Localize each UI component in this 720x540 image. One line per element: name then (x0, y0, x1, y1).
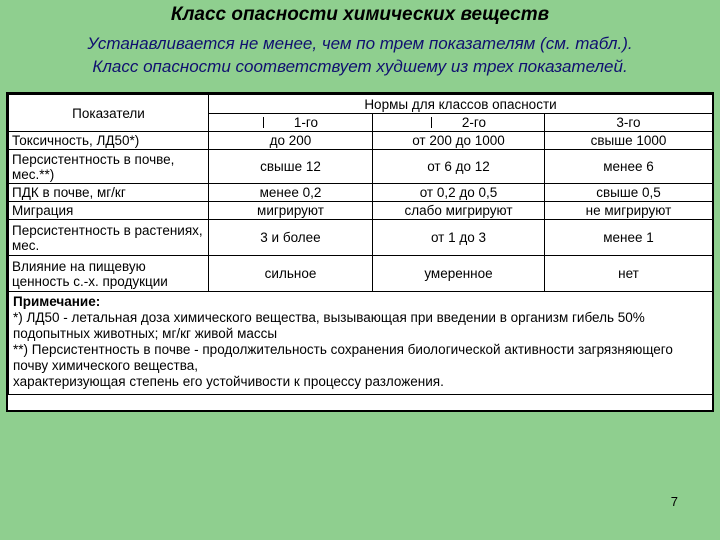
row-class-2: слабо мигрируют (373, 202, 545, 220)
note-2: **) Персистентность в почве - продолжительность сохранения биологической активности загрязняющего почву химического вещества, (13, 342, 673, 373)
norms-table (8, 94, 713, 395)
row-name: Влияние на пищевую ценность с.-х. продукции (9, 256, 209, 292)
header-norms: Нормы для классов опасности (209, 95, 713, 114)
row-name: Персистентность в растениях, мес. (9, 220, 209, 256)
slide-title: Класс опасности химических веществ (170, 4, 550, 25)
header-class-2-label: 2-го (461, 115, 487, 130)
row-class-1: до 200 (209, 132, 373, 150)
row-name: ПДК в почве, мг/кг (9, 184, 209, 202)
row-name: Токсичность, ЛД50*) (9, 132, 209, 150)
table-row (9, 256, 713, 292)
note-cell (9, 292, 713, 395)
table-row (9, 220, 713, 256)
note-row (9, 292, 713, 395)
note-1: *) ЛД50 - летальная доза химического вещества, вызывающая при введении в организм гибель 50% подопытных животных; мг/кг живой массы (13, 310, 645, 341)
header-divider (431, 117, 432, 128)
row-class-2: от 6 до 12 (373, 150, 545, 184)
header-class-3: 3-го (545, 114, 713, 132)
row-class-1: 3 и более (209, 220, 373, 256)
header-divider (263, 117, 264, 128)
row-class-3: нет (545, 256, 713, 292)
row-class-2: от 1 до 3 (373, 220, 545, 256)
row-class-1: менее 0,2 (209, 184, 373, 202)
table-row (9, 150, 713, 184)
row-class-3: свыше 0,5 (545, 184, 713, 202)
row-class-3: менее 6 (545, 150, 713, 184)
hazard-class-table (6, 92, 714, 412)
row-name: Персистентность в почве, мес.**) (9, 150, 209, 184)
header-indicators: Показатели (9, 95, 209, 132)
header-class-1-label: 1-го (293, 115, 319, 130)
note-title: Примечание: (13, 294, 101, 309)
row-class-1: мигрируют (209, 202, 373, 220)
header-class-2 (373, 114, 545, 132)
table-row (9, 184, 713, 202)
row-class-1: сильное (209, 256, 373, 292)
row-name: Миграция (9, 202, 209, 220)
table-row (9, 132, 713, 150)
row-class-2: умеренное (373, 256, 545, 292)
row-class-3: менее 1 (545, 220, 713, 256)
header-class-1 (209, 114, 373, 132)
subtitle-line-1: Устанавливается не менее, чем по трем показателям (см. табл.). (87, 34, 633, 53)
row-class-1: свыше 12 (209, 150, 373, 184)
row-class-2: от 0,2 до 0,5 (373, 184, 545, 202)
note-3: характеризующая степень его устойчивости к процессу разложения. (13, 374, 444, 389)
row-class-3: не мигрируют (545, 202, 713, 220)
row-class-2: от 200 до 1000 (373, 132, 545, 150)
row-class-3: свыше 1000 (545, 132, 713, 150)
page-number: 7 (670, 494, 678, 509)
slide-subtitle (0, 32, 720, 78)
table-row (9, 202, 713, 220)
subtitle-line-2: Класс опасности соответствует худшему из трех показателей. (92, 57, 628, 76)
